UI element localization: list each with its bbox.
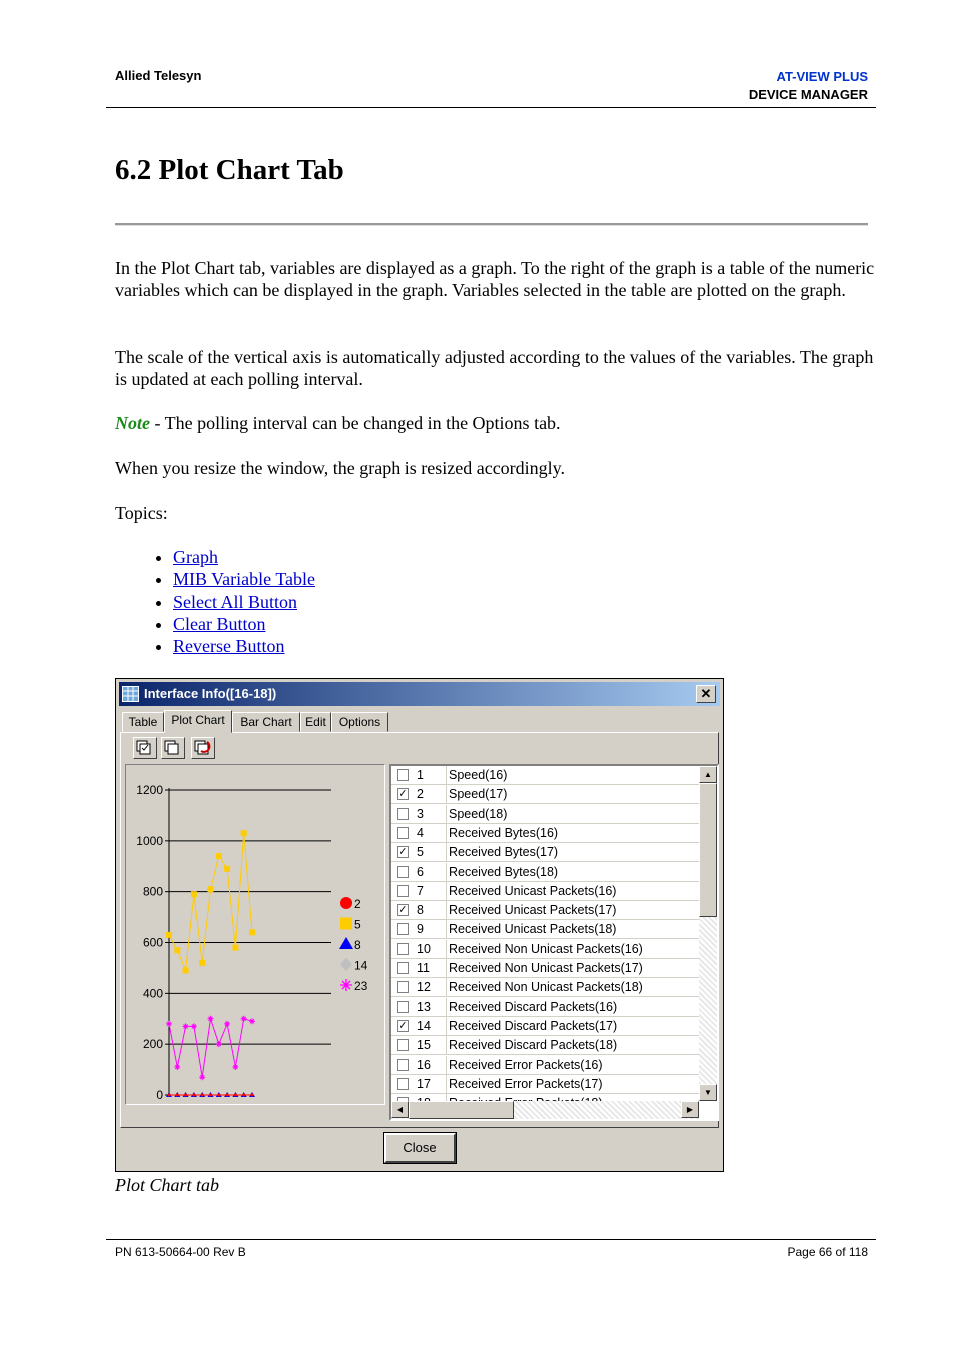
row-checkbox[interactable] bbox=[397, 1059, 409, 1071]
series-23-point bbox=[249, 1018, 255, 1024]
topic-link-graph[interactable]: Graph bbox=[173, 547, 218, 567]
topic-item bbox=[173, 591, 315, 613]
clear-button[interactable] bbox=[161, 737, 185, 759]
topics-list bbox=[115, 546, 315, 657]
table-row[interactable] bbox=[391, 863, 699, 882]
series-2-point bbox=[226, 1094, 229, 1097]
interface-info-window bbox=[115, 678, 724, 1172]
series-2-point bbox=[176, 1094, 179, 1097]
row-number: 4 bbox=[417, 825, 424, 840]
table-row[interactable] bbox=[391, 1036, 699, 1055]
tab-options[interactable]: Options bbox=[331, 712, 388, 732]
series-5-point bbox=[232, 945, 238, 951]
row-number: 2 bbox=[417, 787, 424, 802]
column-divider bbox=[446, 901, 447, 919]
row-variable-name: Received Bytes(16) bbox=[449, 825, 559, 840]
series-5-point bbox=[174, 947, 180, 953]
plot-chart-panel bbox=[120, 732, 719, 1128]
column-divider bbox=[446, 882, 447, 900]
table-row[interactable] bbox=[391, 959, 699, 978]
note-label: Note bbox=[115, 413, 150, 433]
series-23-point bbox=[208, 1016, 214, 1022]
title-rule bbox=[115, 223, 868, 226]
row-checkbox[interactable]: ✓ bbox=[398, 1019, 408, 1032]
vertical-scrollbar[interactable] bbox=[699, 766, 717, 1101]
topic-link-reverse-button[interactable]: Reverse Button bbox=[173, 636, 285, 657]
y-tick-label: 600 bbox=[142, 935, 163, 950]
row-variable-name: Received Discard Packets(16) bbox=[449, 999, 618, 1014]
column-divider bbox=[446, 843, 447, 861]
legend-marker-2 bbox=[340, 897, 352, 909]
column-divider bbox=[446, 1075, 447, 1093]
row-variable-name: Received Non Unicast Packets(17) bbox=[449, 961, 643, 975]
clear-icon bbox=[162, 738, 184, 758]
table-row[interactable] bbox=[391, 766, 699, 785]
footer-part-number: PN 613-50664-00 Rev B bbox=[115, 1245, 246, 1259]
row-number: 15 bbox=[417, 1038, 431, 1053]
vertical-scroll-thumb[interactable] bbox=[699, 783, 717, 917]
row-variable-name: Received Non Unicast Packets(18) bbox=[449, 980, 643, 995]
scale-paragraph: The scale of the vertical axis is automatically adjusted according to the values of the variables. The graph is updated at each polling interval. bbox=[115, 347, 874, 389]
row-checkbox[interactable] bbox=[397, 1001, 409, 1013]
table-row[interactable] bbox=[391, 920, 699, 939]
y-tick-label: 800 bbox=[142, 884, 163, 899]
series-23-point bbox=[166, 1021, 172, 1027]
tab-bar-chart[interactable]: Bar Chart bbox=[232, 712, 300, 732]
series-2-point bbox=[192, 1094, 195, 1097]
row-checkbox[interactable] bbox=[397, 981, 409, 993]
row-number: 8 bbox=[417, 903, 424, 918]
row-variable-name: Received Unicast Packets(18) bbox=[449, 922, 617, 937]
series-23-point bbox=[216, 1041, 222, 1047]
row-number: 1 bbox=[417, 768, 424, 782]
row-number: 10 bbox=[417, 941, 431, 956]
header-product-name: AT-VIEW PLUS bbox=[776, 69, 868, 84]
column-divider bbox=[446, 805, 447, 823]
row-number: 13 bbox=[417, 999, 431, 1014]
table-row[interactable] bbox=[391, 940, 699, 959]
series-23-point bbox=[241, 1016, 247, 1022]
header-company: Allied Telesyn bbox=[115, 68, 202, 83]
series-23-point bbox=[224, 1021, 230, 1027]
row-number: 6 bbox=[417, 864, 424, 879]
row-variable-name: Received Bytes(17) bbox=[449, 845, 559, 860]
header-product bbox=[749, 68, 868, 104]
reverse-icon bbox=[192, 738, 214, 758]
topic-item bbox=[173, 635, 315, 657]
series-23-point bbox=[183, 1023, 189, 1029]
table-row[interactable] bbox=[391, 1075, 699, 1094]
series-2-point bbox=[209, 1094, 212, 1097]
window-title: Interface Info([16-18]) bbox=[144, 686, 277, 701]
column-divider bbox=[446, 766, 447, 784]
y-tick-label: 400 bbox=[142, 986, 163, 1001]
row-checkbox[interactable] bbox=[397, 1078, 409, 1090]
scroll-right-icon[interactable]: ▶ bbox=[681, 1101, 699, 1118]
series-5-point bbox=[199, 960, 205, 966]
grid-app-icon bbox=[122, 686, 139, 702]
row-variable-name: Received Bytes(18) bbox=[449, 864, 559, 879]
series-5-point bbox=[166, 932, 172, 938]
row-variable-name: Speed(18) bbox=[449, 806, 508, 821]
column-divider bbox=[446, 824, 447, 842]
column-divider bbox=[446, 920, 447, 938]
series-2-point bbox=[184, 1094, 187, 1097]
topic-item bbox=[173, 546, 315, 568]
close-button[interactable]: Close bbox=[384, 1133, 456, 1163]
scroll-down-icon[interactable]: ▼ bbox=[699, 1084, 717, 1101]
plot-chart bbox=[126, 765, 384, 1104]
topic-item bbox=[173, 613, 315, 635]
series-23-point bbox=[232, 1064, 238, 1070]
row-checkbox[interactable]: ✓ bbox=[398, 788, 408, 801]
table-row[interactable] bbox=[391, 882, 699, 901]
resize-paragraph: When you resize the window, the graph is resized accordingly. bbox=[115, 458, 566, 478]
series-2-point bbox=[251, 1094, 254, 1097]
row-variable-name: Received Error Packets(16) bbox=[449, 1057, 603, 1072]
window-titlebar[interactable] bbox=[119, 682, 720, 706]
scroll-up-icon[interactable]: ▲ bbox=[699, 766, 717, 783]
note-text: - The polling interval can be changed in the Options tab. bbox=[150, 413, 561, 433]
series-2-point bbox=[201, 1094, 204, 1097]
series-5-point bbox=[216, 853, 222, 859]
footer-page-number: Page 66 of 118 bbox=[787, 1245, 868, 1259]
row-variable-name: Received Unicast Packets(17) bbox=[449, 903, 617, 918]
row-checkbox[interactable] bbox=[397, 962, 409, 974]
topic-item bbox=[173, 568, 315, 590]
column-divider bbox=[446, 998, 447, 1016]
row-checkbox[interactable] bbox=[397, 923, 409, 935]
series-5-line bbox=[169, 833, 252, 970]
legend-marker-23 bbox=[340, 979, 352, 991]
scroll-left-icon[interactable]: ◀ bbox=[391, 1101, 409, 1118]
topic-link-select-all-button[interactable]: Select All Button bbox=[173, 591, 297, 612]
series-5-point bbox=[191, 891, 197, 897]
row-variable-name: Received Unicast Packets(16) bbox=[449, 883, 617, 898]
row-number: 16 bbox=[417, 1057, 431, 1072]
row-variable-name: Received Discard Packets(18) bbox=[449, 1038, 618, 1053]
row-number: 17 bbox=[417, 1076, 431, 1091]
legend-label-23: 23 bbox=[354, 979, 368, 993]
header-rule bbox=[106, 107, 876, 108]
column-divider bbox=[446, 959, 447, 977]
row-number: 11 bbox=[417, 961, 430, 975]
intro-paragraph: In the Plot Chart tab, variables are displayed as a graph. To the right of the graph is a table of the numeric variables which can be displayed in the graph. Variables selected in the table are plotted on the graph. bbox=[115, 258, 875, 300]
table-row[interactable] bbox=[391, 998, 699, 1017]
row-number: 3 bbox=[417, 806, 424, 821]
row-number: 14 bbox=[417, 1018, 431, 1033]
series-23-point bbox=[191, 1023, 197, 1029]
select-all-button[interactable] bbox=[133, 737, 157, 759]
table-row[interactable] bbox=[391, 901, 699, 920]
series-2-point bbox=[217, 1094, 220, 1097]
row-checkbox[interactable] bbox=[397, 885, 409, 897]
row-variable-name: Received Error Packets(17) bbox=[449, 1076, 603, 1091]
topics-label: Topics: bbox=[115, 503, 168, 523]
row-checkbox[interactable]: ✓ bbox=[398, 904, 408, 917]
figure-caption: Plot Chart tab bbox=[115, 1175, 220, 1195]
note-paragraph bbox=[115, 412, 875, 434]
row-checkbox[interactable] bbox=[397, 866, 409, 878]
topic-link-mib-variable-table[interactable]: MIB Variable Table bbox=[173, 569, 316, 590]
legend-label-8: 8 bbox=[354, 938, 361, 952]
series-23-point bbox=[199, 1074, 205, 1080]
table-row[interactable] bbox=[391, 1017, 699, 1036]
y-tick-label: 1000 bbox=[136, 833, 163, 848]
series-5-point bbox=[249, 929, 255, 935]
legend-label-2: 2 bbox=[354, 897, 361, 911]
y-tick-label: 1200 bbox=[136, 783, 163, 797]
tab-edit[interactable]: Edit bbox=[300, 712, 331, 732]
legend-label-5: 5 bbox=[354, 917, 361, 932]
footer-rule bbox=[106, 1239, 876, 1240]
row-number: 7 bbox=[417, 883, 424, 898]
column-divider bbox=[446, 1036, 447, 1054]
column-divider bbox=[446, 978, 447, 996]
horizontal-scrollbar[interactable] bbox=[391, 1101, 699, 1119]
table-row[interactable] bbox=[391, 824, 699, 843]
legend-label-14: 14 bbox=[354, 958, 368, 973]
row-checkbox[interactable] bbox=[397, 1039, 409, 1051]
row-number: 9 bbox=[417, 922, 424, 937]
row-checkbox[interactable]: ✓ bbox=[398, 846, 408, 859]
series-23-point bbox=[174, 1064, 180, 1070]
row-variable-name: Received Non Unicast Packets(16) bbox=[449, 941, 643, 956]
mib-variable-table bbox=[389, 764, 719, 1121]
table-row[interactable] bbox=[391, 805, 699, 824]
row-variable-name: Speed(17) bbox=[449, 787, 508, 802]
series-2-point bbox=[168, 1094, 171, 1097]
legend-marker-5 bbox=[340, 918, 352, 930]
series-5-point bbox=[183, 967, 189, 973]
series-5-point bbox=[241, 830, 247, 836]
row-number: 5 bbox=[417, 845, 424, 860]
header-section: DEVICE MANAGER bbox=[748, 87, 868, 102]
y-tick-label: 0 bbox=[156, 1088, 163, 1102]
table-row[interactable] bbox=[391, 843, 699, 862]
page-title: 6.2 Plot Chart Tab bbox=[115, 154, 344, 186]
column-divider bbox=[446, 1056, 447, 1074]
series-5-point bbox=[208, 886, 214, 892]
column-divider bbox=[446, 785, 447, 803]
legend-marker-14 bbox=[340, 958, 352, 972]
row-checkbox[interactable] bbox=[397, 769, 409, 781]
row-number: 12 bbox=[417, 980, 431, 995]
series-2-point bbox=[242, 1094, 245, 1097]
window-close-icon[interactable]: ✕ bbox=[696, 685, 716, 703]
row-checkbox[interactable] bbox=[397, 827, 409, 839]
graph bbox=[125, 764, 385, 1105]
column-divider bbox=[446, 1017, 447, 1035]
column-divider bbox=[446, 863, 447, 881]
table-row[interactable] bbox=[391, 785, 699, 804]
y-tick-label: 200 bbox=[142, 1037, 163, 1052]
row-checkbox[interactable] bbox=[397, 808, 409, 820]
tab-plot-chart[interactable]: Plot Chart bbox=[164, 710, 232, 733]
series-5-point bbox=[224, 866, 230, 872]
horizontal-scroll-thumb[interactable] bbox=[409, 1101, 514, 1119]
table-row[interactable] bbox=[391, 978, 699, 997]
series-23-line bbox=[169, 1019, 252, 1077]
tab-table[interactable]: Table bbox=[122, 712, 164, 732]
legend-marker-8 bbox=[339, 937, 353, 949]
select-all-icon bbox=[134, 738, 156, 758]
series-2-point bbox=[234, 1094, 237, 1097]
row-variable-name: Received Discard Packets(17) bbox=[449, 1018, 618, 1033]
topic-link-clear-button[interactable]: Clear Button bbox=[173, 613, 266, 634]
column-divider bbox=[446, 940, 447, 958]
table-row[interactable] bbox=[391, 1056, 699, 1075]
reverse-button[interactable] bbox=[191, 737, 215, 759]
row-variable-name: Speed(16) bbox=[449, 768, 508, 782]
row-checkbox[interactable] bbox=[397, 943, 409, 955]
